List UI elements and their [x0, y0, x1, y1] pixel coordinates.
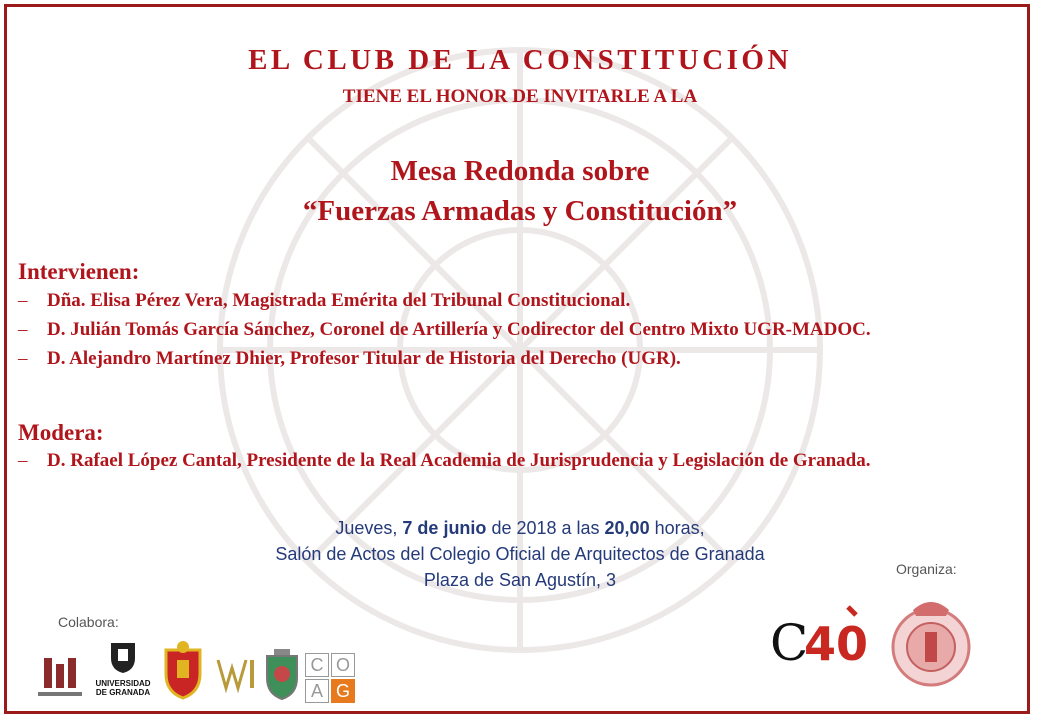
dash-bullet: – [18, 319, 28, 340]
club-title: EL CLUB DE LA CONSTITUCIÓN [248, 44, 792, 76]
speaker-item [18, 346, 998, 371]
coag-letter: C [305, 653, 329, 677]
madoc-coat-of-arms-icon [160, 640, 206, 700]
speakers-heading: Intervienen: [18, 259, 140, 284]
event-details [0, 515, 1040, 593]
collaborators-label: Colabora: [58, 614, 119, 630]
academy-logo [210, 652, 260, 698]
ugr-shield-icon [106, 640, 140, 674]
dash-bullet: – [18, 290, 28, 311]
granada-crest-icon [264, 648, 300, 700]
date-line [0, 515, 1040, 541]
ugr-line1: UNIVERSIDAD [95, 679, 151, 688]
speaker-item [18, 288, 998, 313]
constitution-seal-icon [888, 592, 974, 688]
event-type: Mesa Redonda sobre [390, 155, 650, 187]
event-topic: “Fuerzas Armadas y Constitución” [302, 195, 738, 227]
faculty-law-logo [34, 654, 86, 702]
speaker-item [18, 317, 998, 342]
speaker-text: Dña. Elisa Pérez Vera, Magistrada Emérita del Tribunal Constitucional. [47, 290, 631, 311]
coag-logo [305, 653, 355, 703]
c40-logo-40: 40 [804, 617, 869, 667]
moderator-text: D. Rafael López Cantal, Presidente de la Real Academia de Jurisprudencia y Legislación de Granada. [47, 450, 871, 471]
coag-letter: A [305, 679, 329, 703]
time-suffix: horas, [649, 518, 705, 538]
coag-letter: O [331, 653, 355, 677]
speakers-list [18, 288, 998, 371]
coag-letter: G [331, 679, 355, 703]
speaker-text: D. Julián Tomás García Sánchez, Coronel de Artillería y Codirector del Centro Mixto UGR-MADOC. [47, 319, 871, 340]
moderator-heading: Modera: [18, 420, 104, 445]
address-line: Plaza de San Agustín, 3 [423, 570, 617, 590]
c40-logo [770, 605, 870, 667]
organizer-label: Organiza: [896, 561, 957, 577]
moderator-item [18, 448, 998, 473]
ugr-line2: DE GRANADA [95, 688, 151, 697]
ugr-logo [92, 640, 154, 697]
date-text: 7 de junio [402, 518, 487, 538]
dash-bullet: – [18, 348, 28, 369]
year-text: de 2018 a las [486, 518, 605, 538]
speaker-text: D. Alejandro Martínez Dhier, Profesor Titular de Historia del Derecho (UGR). [47, 348, 681, 369]
invitation-subtitle: TIENE EL HONOR DE INVITARLE A LA [342, 86, 698, 107]
dash-bullet: – [18, 450, 28, 471]
time-text: 20,00 [604, 518, 650, 538]
venue-line: Salón de Actos del Colegio Oficial de Arquitectos de Granada [275, 544, 765, 564]
day-text: Jueves, [335, 518, 403, 538]
moderator-list [18, 448, 998, 473]
c40-logo-c: C [770, 614, 809, 667]
